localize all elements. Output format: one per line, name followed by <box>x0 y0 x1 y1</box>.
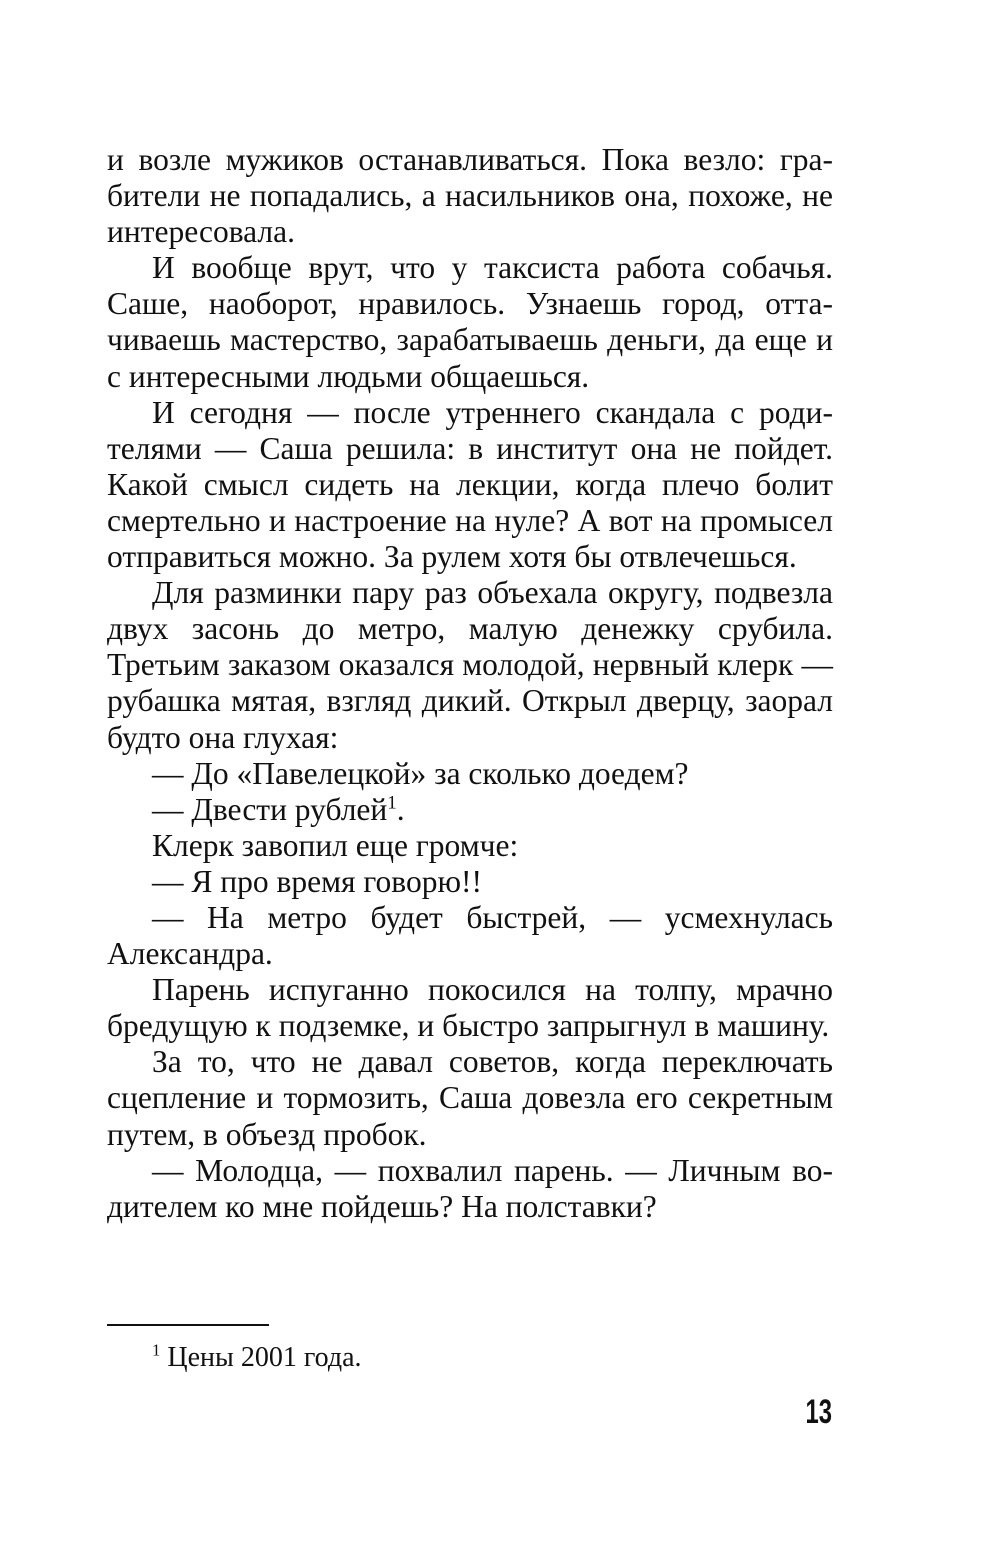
dialogue-line: — Молодца, — похвалил парень. — Личным водителем ко мне пойдешь? На полставки? <box>107 1152 833 1224</box>
footnote-divider <box>107 1324 269 1326</box>
paragraph: и возле мужиков останавливаться. Пока везло: грабители не попадались, а насильников она, похоже, не интересовала. <box>107 142 833 250</box>
dialogue-line: — На метро будет быстрей, — усмехнулась Александра. <box>107 899 833 972</box>
body-text <box>107 142 833 1225</box>
footnote-text: Цены 2001 года. <box>167 1342 362 1373</box>
paragraph: Клерк завопил еще громче: <box>152 827 519 863</box>
dialogue-line: — Я про время говорю!! <box>152 863 482 899</box>
footnote-reference: 1 <box>387 792 397 814</box>
paragraph: Для разминки пару раз объехала округу, подвезла двух засонь до метро, малую денежку срубила. Третьим заказом оказался молодой, нервный клерк — рубашка мятая, взгляд дикий. Открыл дверцу, заорал будто она глухая: <box>107 575 833 755</box>
paragraph: За то, что не давал советов, когда переключать сцепление и тормозить, Саша довезла его секретным путем, в объезд пробок. <box>107 1044 833 1152</box>
dialogue-punctuation: . <box>396 791 405 827</box>
paragraph: Парень испуганно покосился на толпу, мрачно бредущую к подземке, и быстро запрыгнул в машину. <box>107 972 833 1044</box>
dialogue-line-with-footnote <box>107 792 833 828</box>
dialogue-text: — Двести рублей <box>152 791 388 827</box>
dialogue-line: — До «Павелецкой» за сколько доедем? <box>152 755 689 791</box>
paragraph: И сегодня — после утреннего скандала с родителями — Саша решила: в институт она не пойдет. Какой смысл сидеть на лекции, когда плечо болит смертельно и настроение на нуле? А вот на промысел отправиться можно. За рулем хотя бы отвлечешься. <box>107 394 833 575</box>
paragraph: И вообще врут, что у таксиста работа собачья. Саше, наоборот, нравилось. Узнаешь город, оттачиваешь мастерство, зарабатываешь деньги, да еще и с интересными людьми общаешься. <box>107 250 833 394</box>
footnote <box>152 1341 752 1375</box>
page-number: 13 <box>805 1393 832 1431</box>
footnote-marker: 1 <box>152 1340 161 1360</box>
